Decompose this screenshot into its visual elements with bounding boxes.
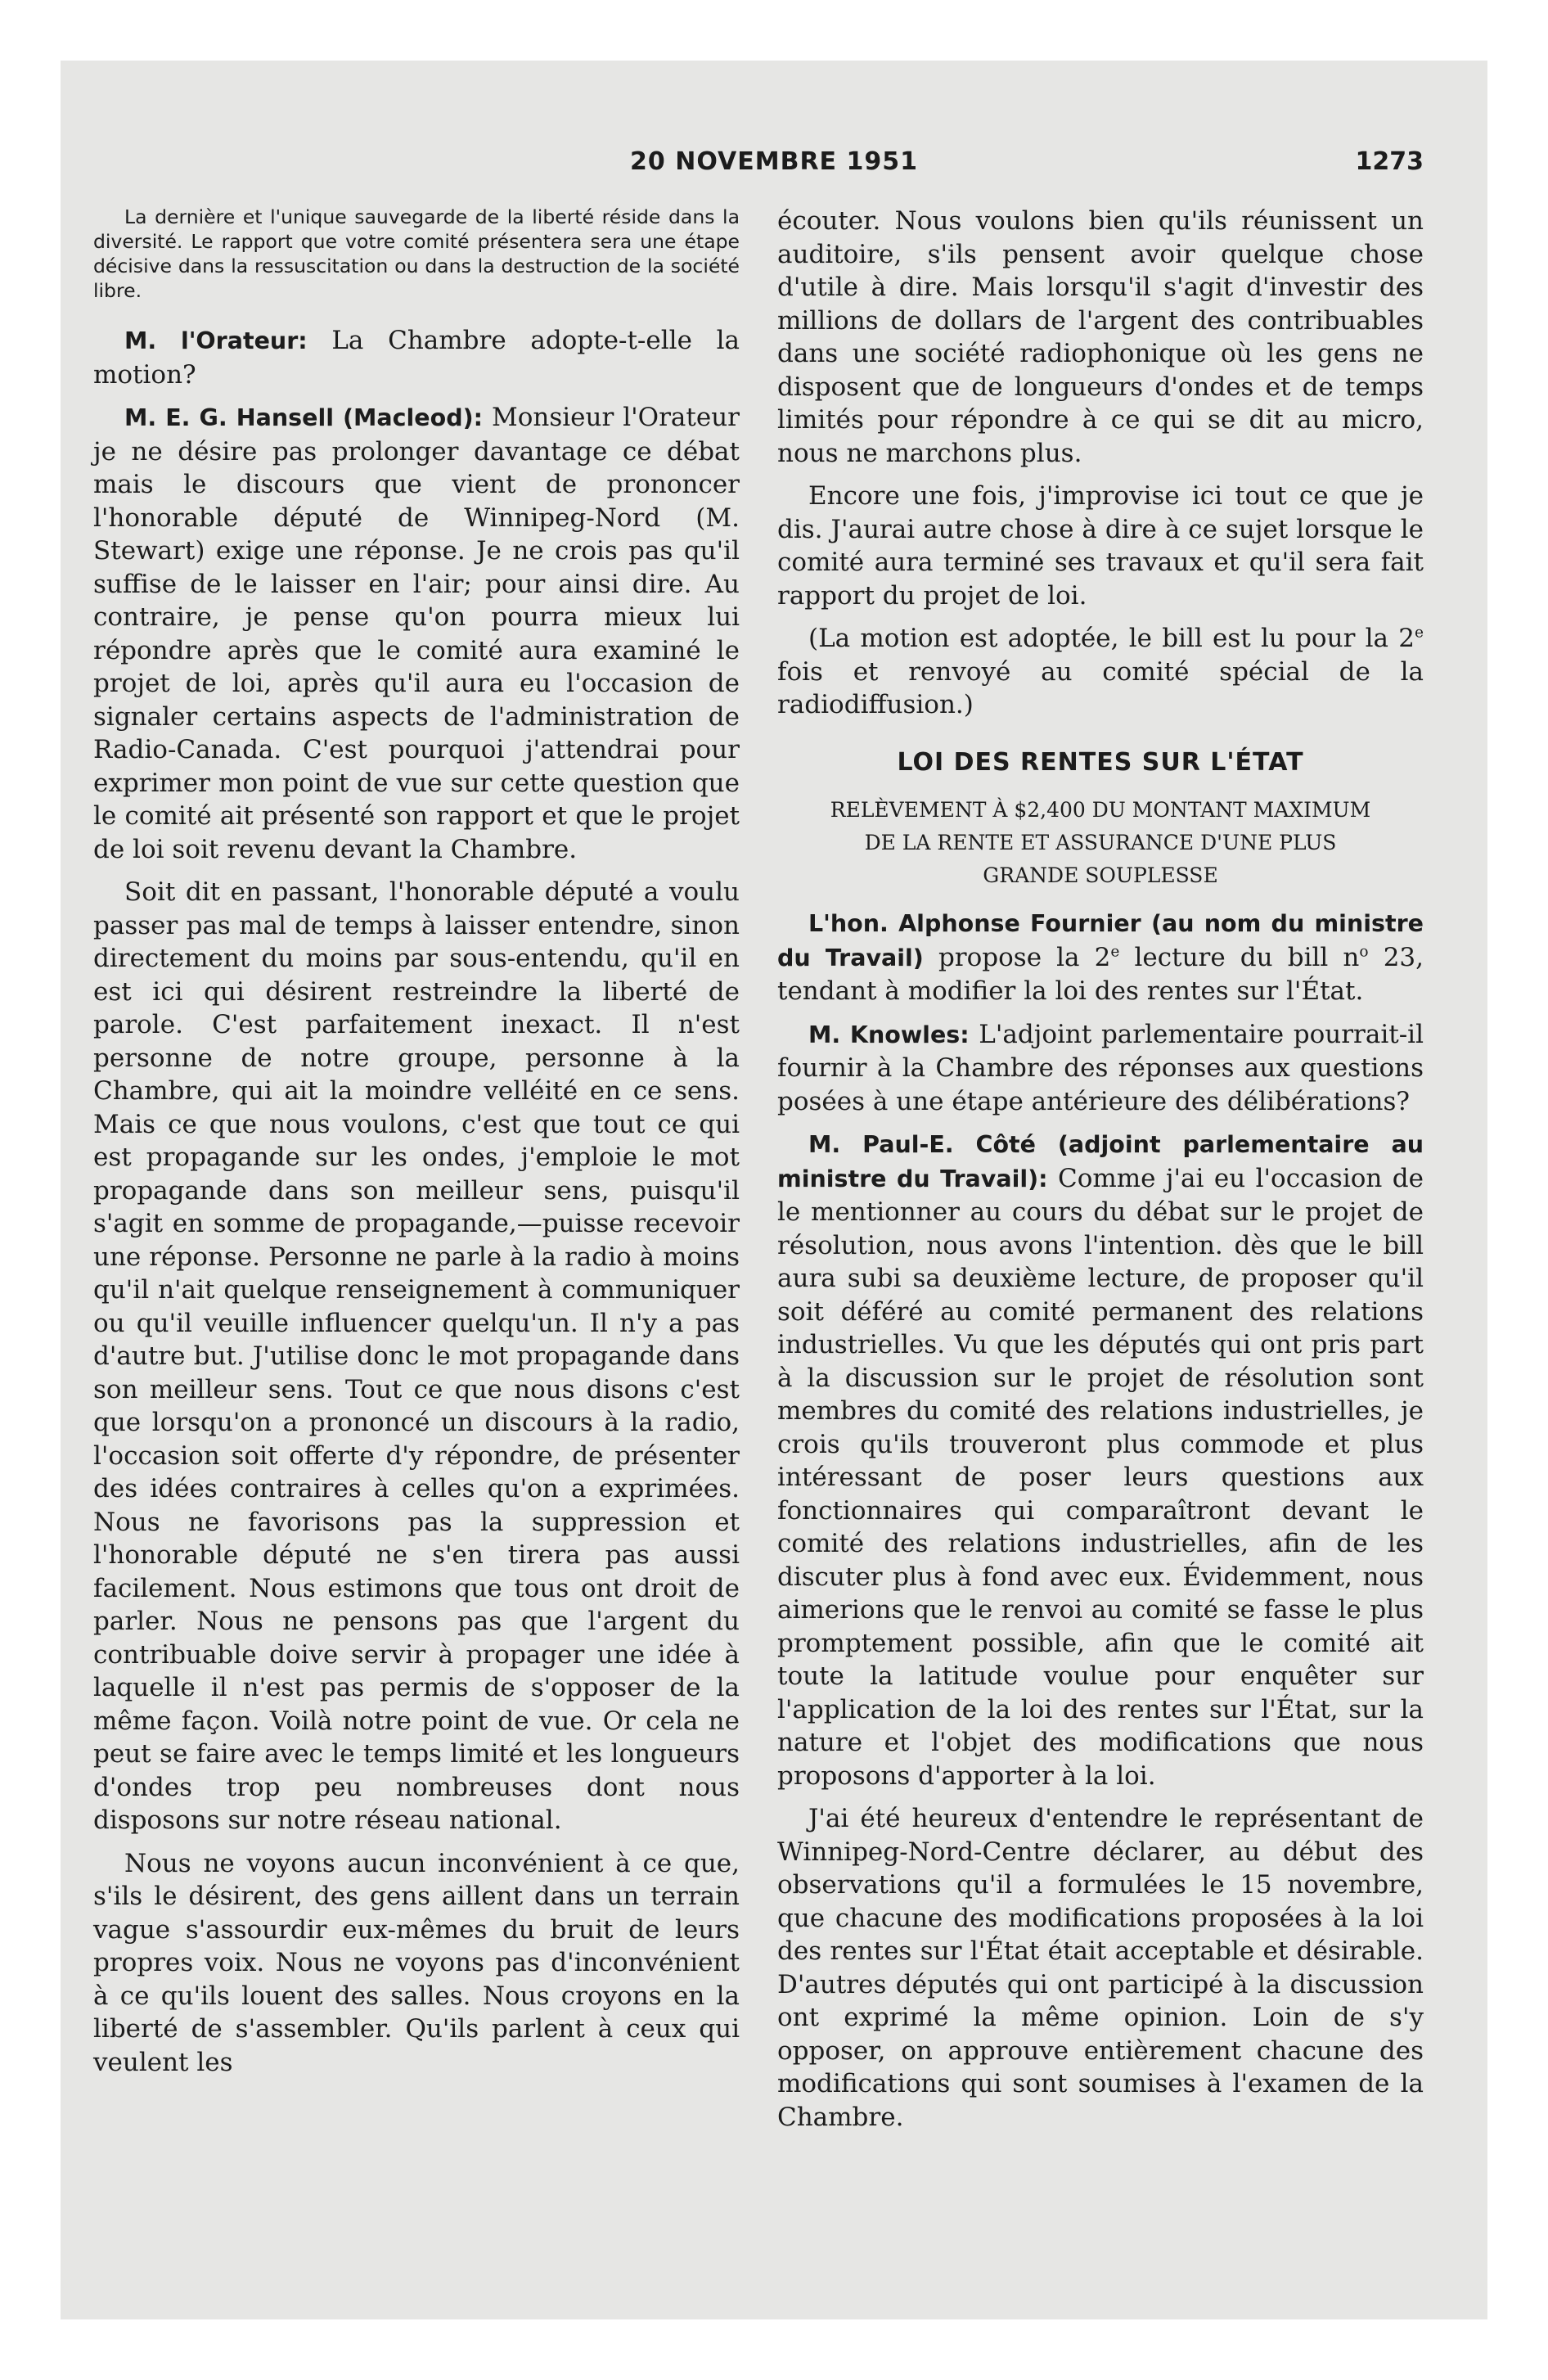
superscript: o [1359, 943, 1369, 961]
paragraph [777, 907, 1424, 1008]
paragraph [777, 622, 1424, 722]
paragraph: Soit dit en passant, l'honorable député a voulu passer pas mal de temps à laisser entendre, sinon directement du moins par sous-entendu, qu'il en est ici qui désirent restreindre la liberté de parole. C'est parfaitement inexact. Il n'est personne de notre groupe, personne à la Chambre, qui ait la moindre velléité en ce sens. Mais ce que nous voulons, c'est que tout ce qui est propagande sur les ondes, j'emploie le mot propagande dans son meilleur sens, puisqu'il s'agit en somme de propagande,—puisse recevoir une réponse. Personne ne parle à la radio à moins qu'il n'ait quelque renseignement à communiquer ou qu'il veuille influencer quelqu'un. Il n'y a pas d'autre but. J'utilise donc le mot propagande dans son meilleur sens. Tout ce que nous disons c'est que lorsqu'on a prononcé un discours à la radio, l'occasion soit offerte d'y répondre, de présenter des idées contraires à celles qu'on a exprimées. Nous ne favorisons pas la suppression et l'honorable député ne s'en tirera pas aussi facilement. Nous estimons que tous ont droit de parler. Nous ne pensons pas que l'argent du contribuable doive servir à propager une idée à laquelle il n'est pas permis de s'opposer de la même façon. Voilà notre point de vue. Or cela ne peut se faire avec le temps limité et les longueurs d'ondes trop peu nombreuses dont nous disposons sur notre réseau national. [93, 877, 740, 1835]
paragraph-text: lecture du bill n [1119, 942, 1360, 972]
quote-paragraph: La dernière et l'unique sauvegarde de la liberté réside dans la diversité. Le rapport que votre comité présentera sera une étape décisive dans la ressuscitation ou dans la destruction de la société libre. [93, 205, 740, 302]
superscript: e [1414, 624, 1424, 642]
paragraph-text: L'adjoint parlementaire pourrait-il fournir à la Chambre des réponses aux questions posées à une étape antérieure des délibérations? [777, 1019, 1424, 1116]
page-number: 1273 [1355, 147, 1424, 176]
paragraph-text: La Chambre adopte-t-elle la motion? [93, 326, 740, 390]
section-subtitle-line: GRANDE SOUPLESSE [983, 863, 1218, 887]
paragraph-text: (La motion est adoptée, le bill est lu pour la 2 [808, 624, 1415, 653]
superscript: e [1110, 943, 1120, 961]
speaker-name: L'hon. Alphonse Fournier (au nom du ministre du Travail) [777, 910, 1424, 971]
paragraph-text: fois et renvoyé au comité spécial de la radiodiffusion.) [777, 656, 1424, 719]
paragraph-text: Comme j'ai eu l'occasion de le mentionner au cours du débat sur le projet de résolution, nous avons l'intention. dès que le bill aura subi sa deuxième lecture, de proposer qu'il soit déféré au comité permanent des relations industrielles. Vu que les députés qui ont pris part à la discussion sur le projet de résolution sont membres du comité des relations industrielles, je crois qu'ils trouveront plus commode et plus intéressant de poser leurs questions aux fonctionnaires qui comparaîtront devant le comité des relations industrielles, afin de les discuter plus à fond avec eux. Évidemment, nous aimerions que le renvoi au comité se fasse le plus promptement possible, afin que le comité ait toute la latitude voulue pour enquêter sur l'application de la loi des rentes sur l'État, sur la nature et l'objet des modifications que nous proposons d'apporter à la loi. [777, 1163, 1424, 1791]
header-date: 20 NOVEMBRE 1951 [630, 147, 918, 176]
paragraph [777, 1128, 1424, 1792]
speaker-name: M. Knowles: [808, 1021, 970, 1048]
paragraph [777, 1018, 1424, 1119]
page-sheet [61, 61, 1487, 2319]
speaker-name: M. Paul-E. Côté (adjoint parlementaire au ministre du Travail): [777, 1131, 1424, 1192]
section-title: LOI DES RENTES SUR L'ÉTAT [897, 747, 1304, 777]
left-column [93, 205, 740, 2089]
paragraph-text: propose la 2 [923, 942, 1111, 972]
paragraph: Encore une fois, j'improvise ici tout ce que je dis. J'aurai autre chose à dire à ce sujet lorsque le comité aura terminé ses travaux et qu'il sera fait rapport du projet de loi. [777, 481, 1424, 611]
section-subtitle-line: DE LA RENTE ET ASSURANCE D'UNE PLUS [864, 831, 1337, 854]
speaker-name: M. l'Orateur: [124, 327, 308, 354]
speaker-name: M. E. G. Hansell (Macleod): [124, 404, 484, 431]
section-subtitle-line: RELÈVEMENT À $2,400 DU MONTANT MAXIMUM [830, 798, 1371, 822]
paragraph [93, 324, 740, 391]
paragraph: J'ai été heureux d'entendre le représentant de Winnipeg-Nord-Centre déclarer, au début des observations qu'il a formulées le 15 novembre, que chacune des modifications proposées à la loi des rentes sur l'État était acceptable et désirable. D'autres députés qui ont participé à la discussion ont exprimé la même opinion. Loin de s'y opposer, on approuve entièrement chacune des modifications qui sont soumises à l'examen de la Chambre. [777, 1804, 1424, 2132]
right-column [777, 205, 1424, 2143]
paragraph-text: 23, tendant à modifier la loi des rentes sur l'État. [777, 942, 1424, 1006]
section-subtitle [777, 794, 1424, 892]
paragraph: écouter. Nous voulons bien qu'ils réunissent un auditoire, s'ils pensent avoir quelque chose d'utile à dire. Mais lorsqu'il s'agit d'investir des millions de dollars de l'argent des contribuables dans une société radiophonique où les gens ne disposent que de longueurs d'ondes et de temps limités pour répondre à ce qui se dit au micro, nous ne marchons plus. [777, 206, 1424, 468]
paragraph: Nous ne voyons aucun inconvénient à ce que, s'ils le désirent, des gens aillent dans un terrain vague s'assourdir eux-mêmes du bruit de leurs propres voix. Nous ne voyons pas d'inconvénient à ce qu'ils louent des salles. Nous croyons en la liberté de s'assembler. Qu'ils parlent à ceux qui veulent les [93, 1848, 740, 2077]
paragraph [93, 401, 740, 866]
page-header [61, 141, 1487, 190]
paragraph-text: Monsieur l'Orateur je ne désire pas prolonger davantage ce débat mais le discours que vient de prononcer l'honorable député de Winnipeg-Nord (M. Stewart) exige une réponse. Je ne crois pas qu'il suffise de le laisser en l'air; pour ainsi dire. Au contraire, je pense qu'on pourra mieux lui répondre après que le comité aura examiné le projet de loi, après qu'il aura eu l'occasion de signaler certains aspects de l'administration de Radio-Canada. C'est pourquoi j'attendrai pour exprimer mon point de vue sur cette question que le comité ait présenté son rapport et que le projet de loi soit revenu devant la Chambre. [93, 403, 740, 864]
